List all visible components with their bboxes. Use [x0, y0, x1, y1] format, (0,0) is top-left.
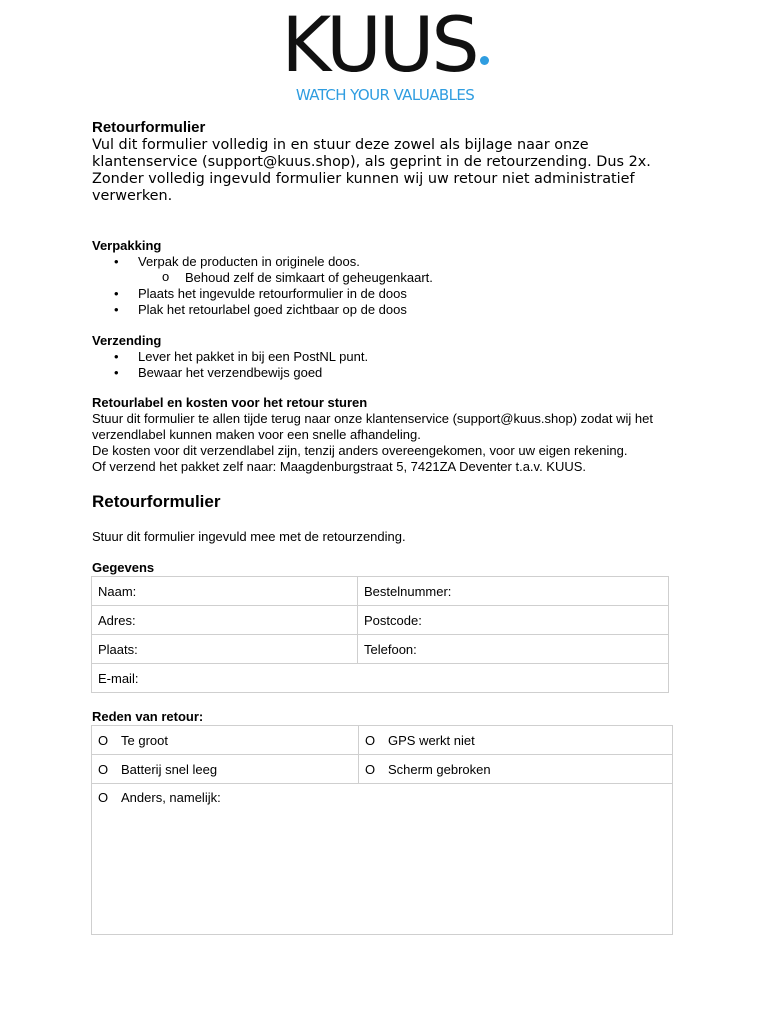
retourlabel-heading: Retourlabel en kosten voor het retour sturen — [92, 395, 368, 410]
option-circle-icon[interactable]: O — [98, 732, 109, 748]
reden-heading: Reden van retour: — [92, 709, 204, 724]
option-te-groot[interactable] — [92, 726, 359, 755]
table-row — [92, 755, 673, 784]
option-circle-icon[interactable]: O — [98, 761, 109, 777]
retourlabel-paragraph-2: De kosten voor dit verzendlabel zijn, tenzij anders overeengekomen, voor uw eigen rekening. — [92, 443, 628, 458]
gegevens-table — [91, 576, 669, 693]
list-item: • Plaats het ingevulde retourformulier in de doos — [92, 286, 692, 302]
intro-paragraph-2: Zonder volledig ingevuld formulier kunnen wij uw retour niet administratief verwerken. — [92, 171, 635, 204]
option-label: GPS werkt niet — [388, 732, 475, 748]
list-item: o Behoud zelf de simkaart of geheugenkaart. — [92, 270, 692, 286]
section-verpakking — [92, 238, 692, 318]
option-batterij[interactable] — [92, 755, 359, 784]
option-anders[interactable] — [92, 784, 673, 935]
list-item: • Plak het retourlabel goed zichtbaar op de doos — [92, 302, 692, 318]
table-row — [92, 784, 673, 935]
section-retourlabel — [92, 395, 702, 475]
intro-text — [92, 137, 692, 205]
list-item: • Lever het pakket in bij een PostNL punt. — [92, 349, 692, 365]
naam-field[interactable]: Naam: — [92, 577, 358, 606]
verzending-heading: Verzending — [92, 333, 162, 348]
logo-dot-icon — [480, 56, 489, 65]
plaats-field[interactable]: Plaats: — [92, 635, 358, 664]
option-scherm[interactable] — [359, 755, 673, 784]
table-row — [92, 577, 669, 606]
form-title: Retourformulier — [92, 492, 221, 511]
intro-paragraph-1: Vul dit formulier volledig in en stuur deze zowel als bijlage naar onze klantenservice (support@kuus.shop), als geprint in de retourzending. Dus 2x. — [92, 137, 651, 170]
bestelnummer-field[interactable]: Bestelnummer: — [358, 577, 669, 606]
verpakking-list — [92, 254, 692, 270]
intro-title: Retourformulier — [92, 119, 206, 136]
table-row — [92, 606, 669, 635]
option-circle-icon[interactable]: O — [365, 732, 376, 748]
logo-wordmark: KUUS — [281, 0, 477, 89]
list-item: • Verpak de producten in originele doos. — [92, 254, 692, 270]
section-verzending — [92, 333, 692, 381]
option-label: Scherm gebroken — [388, 761, 491, 777]
telefoon-field[interactable]: Telefoon: — [358, 635, 669, 664]
retourlabel-paragraph-3: Of verzend het pakket zelf naar: Maagdenburgstraat 5, 7421ZA Deventer t.a.v. KUUS. — [92, 459, 587, 474]
logo-tagline: WATCH YOUR VALUABLES — [295, 86, 475, 104]
reden-table — [91, 725, 673, 935]
verzending-list — [92, 349, 692, 381]
table-row — [92, 726, 673, 755]
adres-field[interactable]: Adres: — [92, 606, 358, 635]
gegevens-heading: Gegevens — [92, 560, 155, 575]
option-circle-icon[interactable]: O — [98, 790, 109, 805]
table-row — [92, 664, 669, 693]
option-gps[interactable] — [359, 726, 673, 755]
email-field[interactable]: E-mail: — [92, 664, 669, 693]
form-instruction: Stuur dit formulier ingevuld mee met de retourzending. — [92, 529, 406, 544]
table-row — [92, 635, 669, 664]
retourlabel-paragraph-1: Stuur dit formulier te allen tijde terug naar onze klantenservice (support@kuus.shop) zodat wij het verzendlabel kunnen maken voor een snelle afhandeling. — [92, 411, 653, 442]
verpakking-heading: Verpakking — [92, 238, 162, 253]
verpakking-list-continued — [92, 286, 692, 318]
verpakking-sublist — [92, 270, 692, 286]
kuus-logo — [0, 0, 770, 104]
option-circle-icon[interactable]: O — [365, 761, 376, 777]
postcode-field[interactable]: Postcode: — [358, 606, 669, 635]
option-label: Te groot — [121, 732, 168, 748]
option-label: Anders, namelijk: — [121, 790, 221, 805]
option-label: Batterij snel leeg — [121, 761, 218, 777]
list-item: • Bewaar het verzendbewijs goed — [92, 365, 692, 381]
